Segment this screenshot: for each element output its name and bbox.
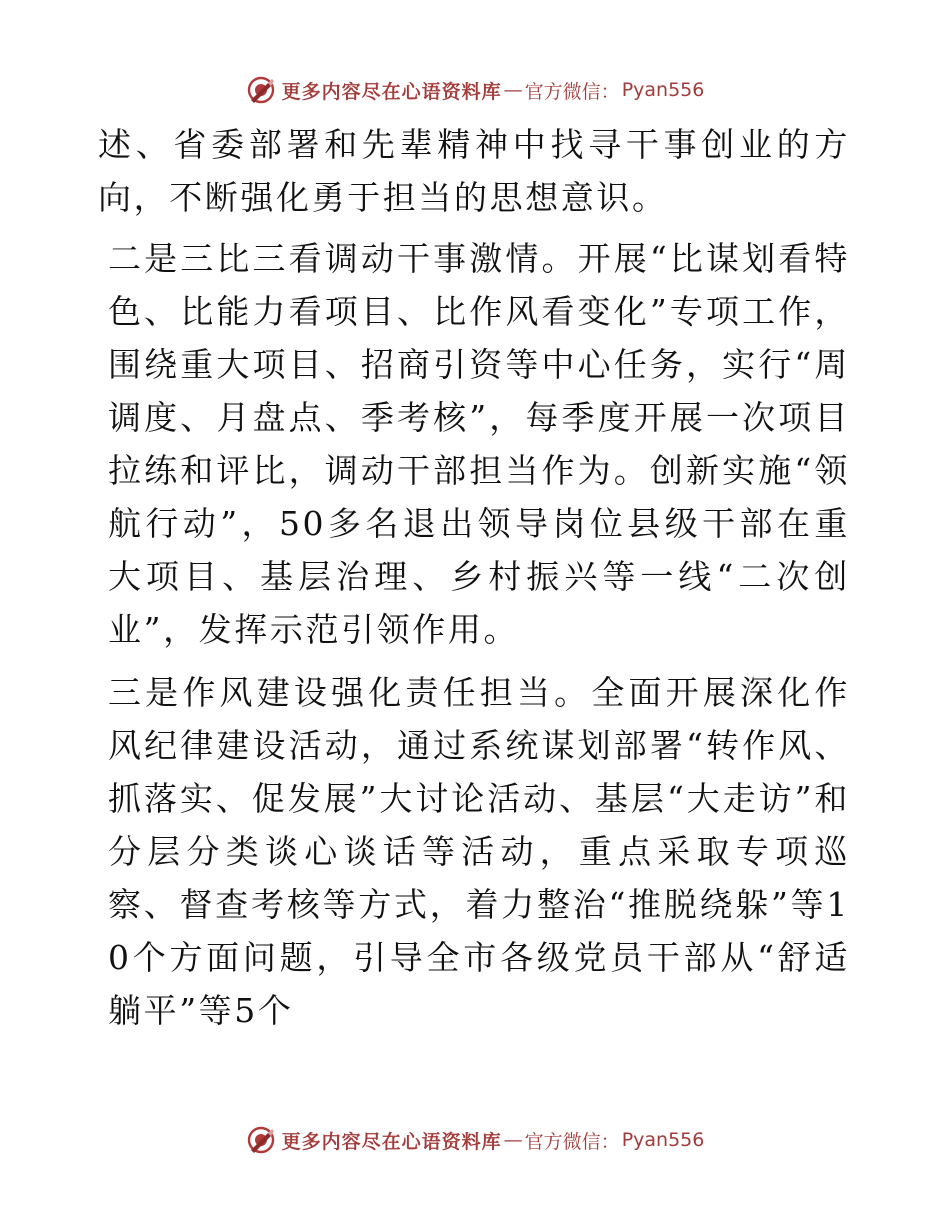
footer-watermark [0,1122,950,1158]
paragraph-point-three: 三是作风建设强化责任担当。全面开展深化作风纪律建设活动，通过系统谋划部署“转作风、抓落实、促发展”大讨论活动、基层“大走访”和分层分类谈心谈话等活动，重点采取专项巡察、督查考核等方式，着力整治“推脱绕躲”等10个方面问题，引导全市各级党员干部从“舒适躺平”等5个 [108,673,850,1030]
watermark-official-label: 官方微信： [524,80,620,103]
paragraph-point-two: 二是三比三看调动干事激情。开展“比谋划看特色、比能力看项目、比作风看变化”专项工作，围绕重大项目、招商引资等中心任务，实行“周调度、月盘点、季考核”，每季度开展一次项目拉练和评比，调动干部担当作为。创新实施“领航行动”，50多名退出领导岗位县级干部在重大项目、基层治理、乡村振兴等一线“二次创业”，发挥示范引领作用。 [108,239,850,649]
pen-logo-icon [246,75,276,105]
watermark-wechat-id: Pyan556 [621,79,705,101]
header-watermark [0,72,950,108]
watermark-dash: — [503,1129,523,1151]
watermark-site-text: 更多内容尽在心语资料库 [281,80,502,103]
watermark-official-label: 官方微信： [524,1130,620,1153]
pen-logo-icon [246,1125,276,1155]
watermark-dash: — [503,79,523,101]
document-body [98,118,850,1037]
watermark-wechat-id: Pyan556 [621,1129,705,1151]
paragraph-continuation: 述、省委部署和先辈精神中找寻干事创业的方向，不断强化勇于担当的思想意识。 [98,125,850,217]
watermark-site-text: 更多内容尽在心语资料库 [281,1130,502,1153]
